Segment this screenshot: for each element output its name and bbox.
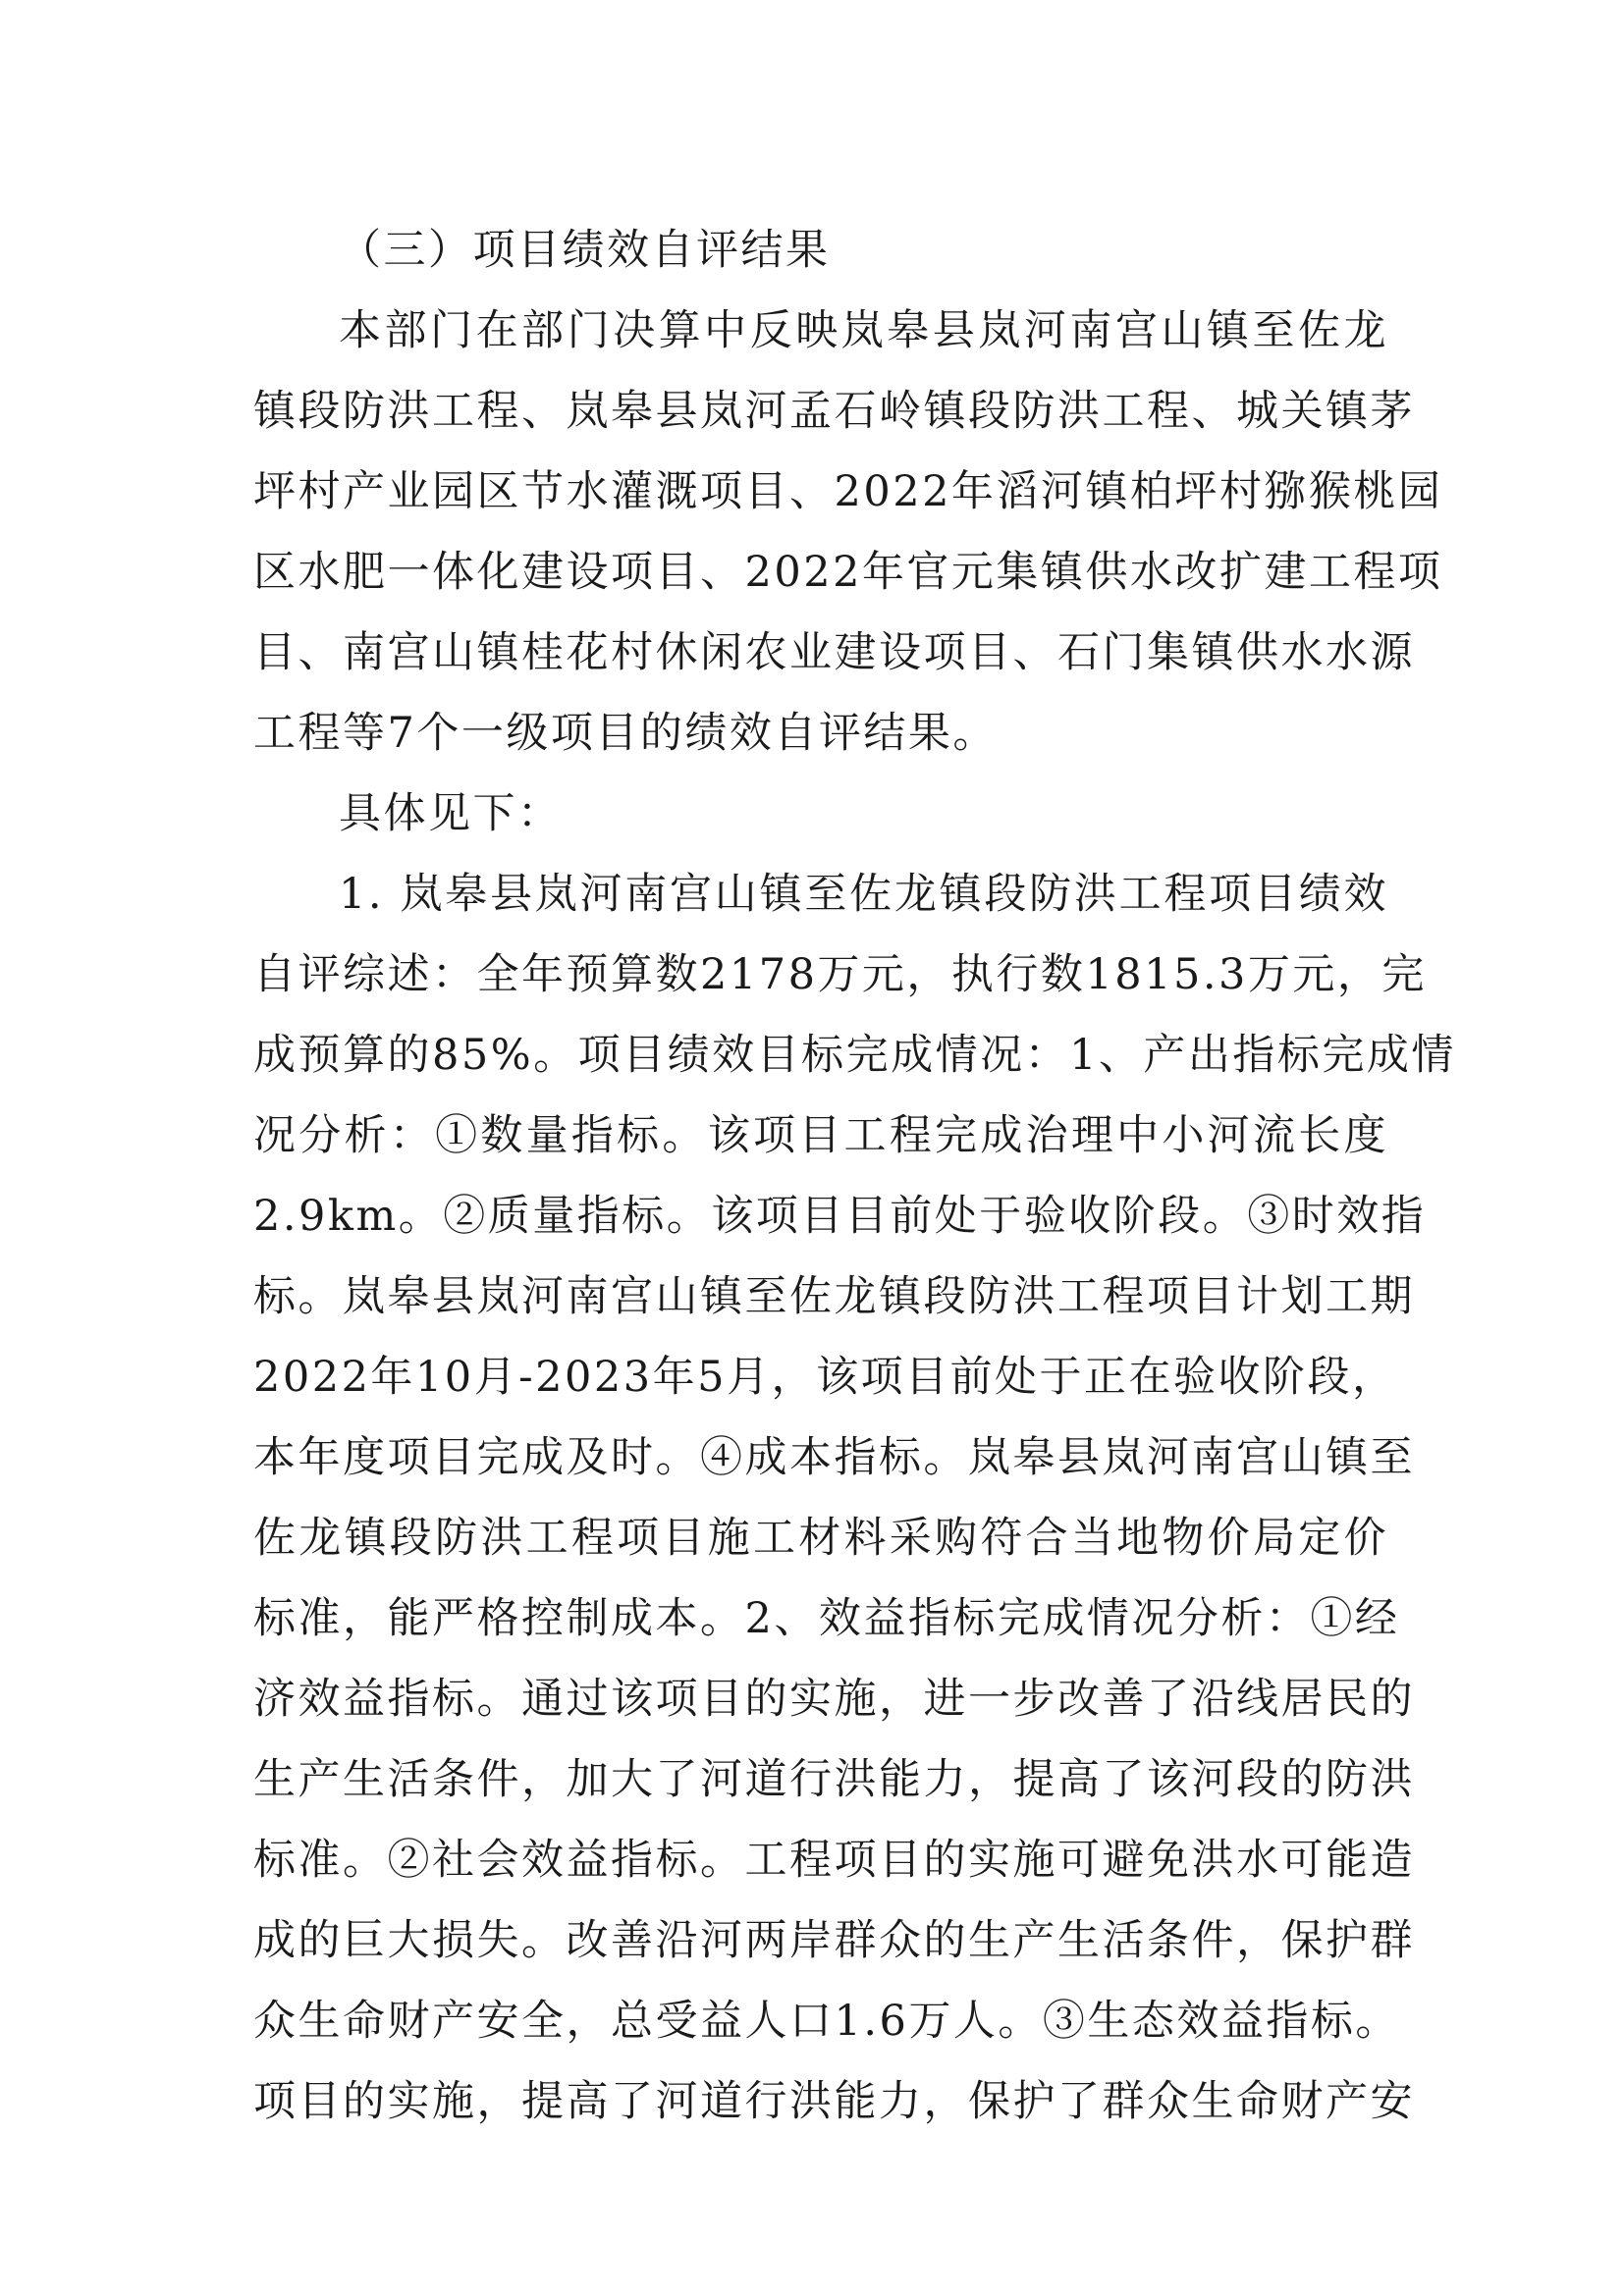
paragraph-line: 标。岚皋县岚河南宫山镇至佐龙镇段防洪工程项目计划工期 — [253, 1272, 1415, 1321]
paragraph-line: 成预算的85%。项目绩效目标完成情况：1、产出指标完成情 — [253, 1031, 1456, 1080]
paragraph-line: 本年度项目完成及时。④成本指标。岚皋县岚河南宫山镇至 — [253, 1433, 1415, 1482]
document-body — [253, 210, 1456, 2142]
paragraph-line: 生产生活条件，加大了河道行洪能力，提高了该河段的防洪 — [253, 1755, 1415, 1804]
paragraph-line: 具体见下： — [339, 789, 563, 838]
paragraph-line: 目、南宫山镇桂花村休闲农业建设项目、石门集镇供水水源 — [253, 628, 1415, 677]
paragraph-line: 标准，能严格控制成本。2、效益指标完成情况分析：①经 — [253, 1594, 1400, 1643]
paragraph-line: 项目的实施，提高了河道行洪能力，保护了群众生命财产安 — [253, 2077, 1415, 2126]
paragraph-line: 1. 岚皋县岚河南宫山镇至佐龙镇段防洪工程项目绩效 — [339, 870, 1388, 919]
paragraph-line: 自评综述：全年预算数2178万元，执行数1815.3万元，完 — [253, 950, 1427, 999]
paragraph-line: 济效益指标。通过该项目的实施，进一步改善了沿线居民的 — [253, 1675, 1415, 1724]
paragraph-line: 本部门在部门决算中反映岚皋县岚河南宫山镇至佐龙 — [339, 306, 1388, 355]
paragraph-line: 况分析：①数量指标。该项目工程完成治理中小河流长度 — [253, 1111, 1388, 1160]
paragraph-line: 2.9km。②质量指标。该项目目前处于验收阶段。③时效指 — [253, 1192, 1427, 1241]
paragraph-line: 2022年10月-2023年5月，该项目前处于正在验收阶段， — [253, 1353, 1397, 1402]
section-heading: （三）项目绩效自评结果 — [339, 226, 831, 275]
paragraph-line: 成的巨大损失。改善沿河两岸群众的生产生活条件，保护群 — [253, 1916, 1415, 1965]
paragraph-line: 众生命财产安全，总受益人口1.6万人。③生态效益指标。 — [253, 1997, 1400, 2046]
paragraph-line: 佐龙镇段防洪工程项目施工材料采购符合当地物价局定价 — [253, 1514, 1388, 1563]
paragraph-line: 坪村产业园区节水灌溉项目、2022年滔河镇柏坪村猕猴桃园 — [253, 467, 1443, 516]
paragraph-line: 镇段防洪工程、岚皋县岚河孟石岭镇段防洪工程、城关镇茅 — [253, 387, 1415, 436]
paragraph-line: 标准。②社会效益指标。工程项目的实施可避免洪水可能造 — [253, 1836, 1415, 1885]
paragraph-line: 区水肥一体化建设项目、2022年官元集镇供水改扩建工程项 — [253, 548, 1443, 597]
paragraph-line: 工程等7个一级项目的绩效自评结果。 — [253, 709, 998, 758]
